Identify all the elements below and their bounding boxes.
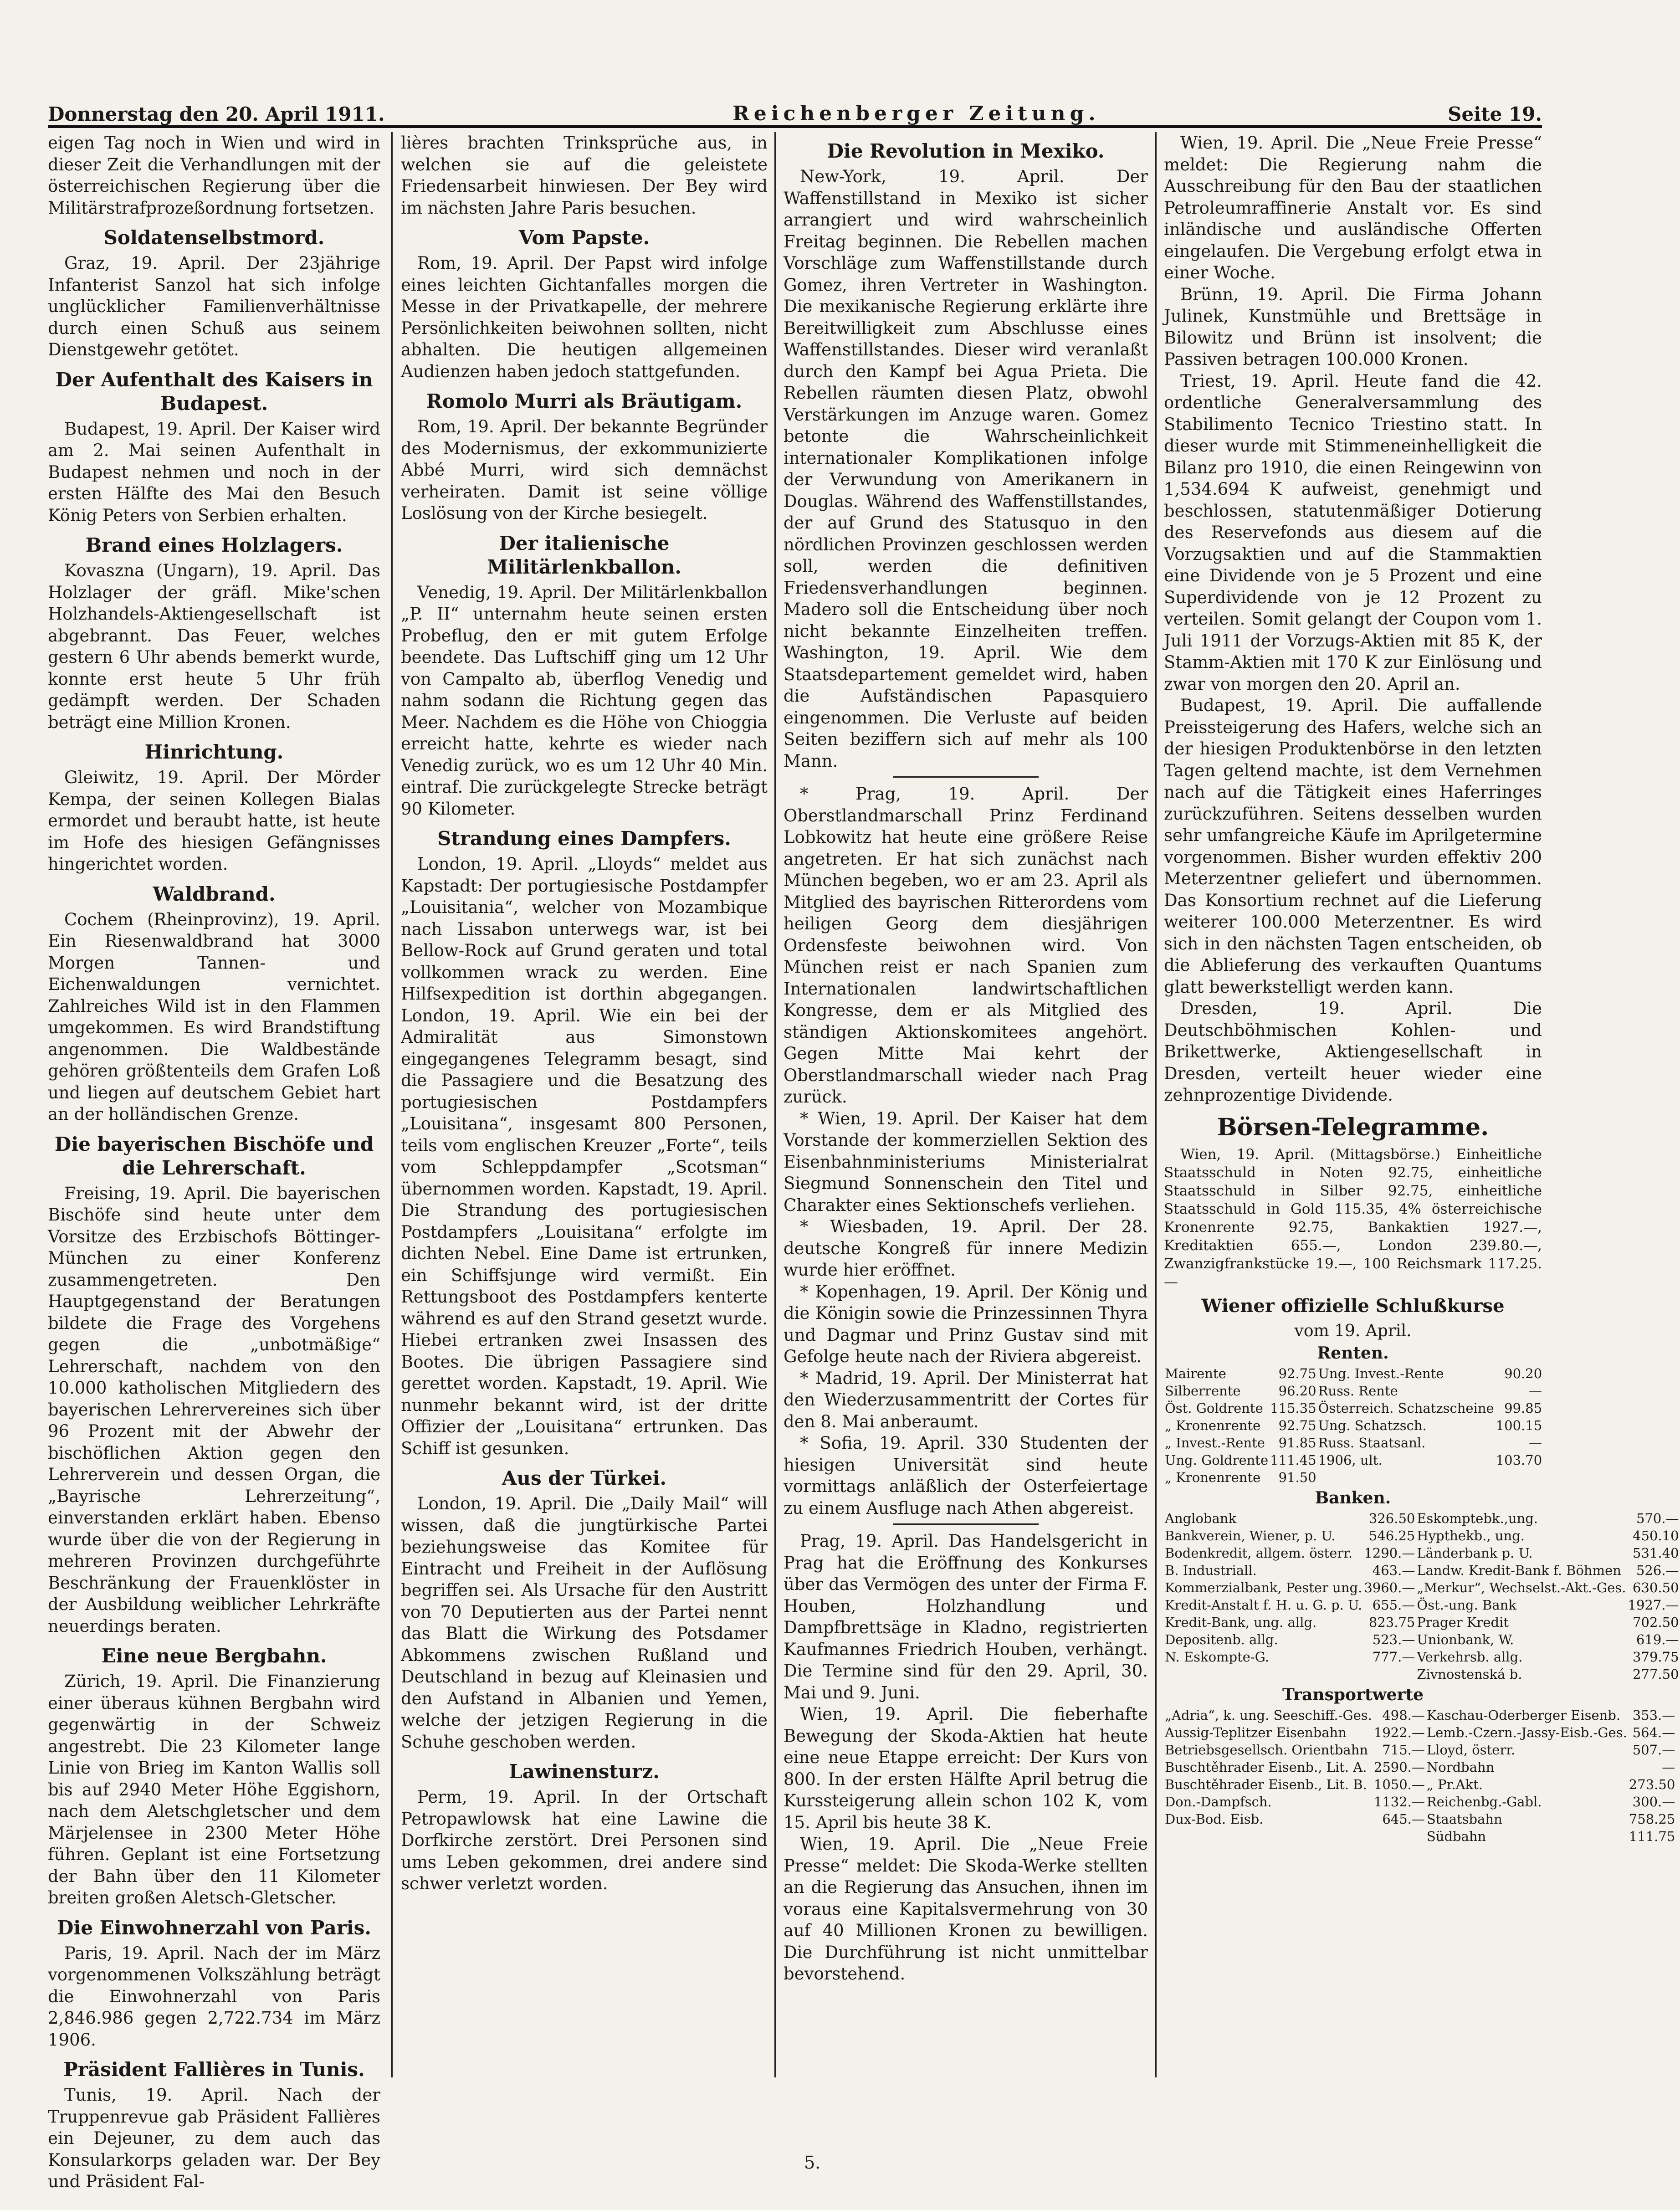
table-row [1164, 1400, 1543, 1417]
quote-value [1495, 1469, 1543, 1486]
article-body: Budapest, 19. April. Der Kaiser wird am 2. Mai seinen Aufenthalt in Budapest nehmen und noch in der ersten Hälfte des Mai den Besuch König Peters von Serbien erhalten. [48, 419, 380, 525]
table-row [1164, 1365, 1543, 1382]
telegram-item: * Madrid, 19. April. Der Ministerrat hat den Wiederzusammentritt der Cortes für den 8. Mai anberaumt. [784, 1368, 1148, 1431]
article [48, 1133, 380, 1637]
quote-name: Prager Kredit [1417, 1614, 1509, 1630]
quote-value: — [1662, 1759, 1675, 1775]
quote-name: Hypthekb., ung. [1417, 1528, 1525, 1543]
quote-value: 758.25 [1629, 1811, 1675, 1827]
quote-name: Russ. Staatsanl. [1318, 1435, 1426, 1451]
table-row [1164, 1417, 1543, 1434]
quote-value: 702.50 [1633, 1614, 1679, 1630]
quote-value: 100.15 [1496, 1417, 1542, 1433]
table-row [1164, 1759, 1676, 1776]
column-2 [401, 132, 768, 2077]
quote-value: 823.75 [1368, 1614, 1415, 1630]
quote-value: 115.35 [1270, 1400, 1316, 1416]
column-divider [774, 132, 776, 2077]
banken-title: Banken. [1315, 1488, 1391, 1508]
quote-name: „Merkur“, Wechselst.-Akt.-Ges. [1417, 1579, 1626, 1595]
article-title: Romolo Murri als Bräutigam. [426, 390, 743, 412]
quote-value: 379.75 [1633, 1649, 1679, 1665]
table-row [1164, 1614, 1680, 1631]
quote-value: 531.40 [1633, 1545, 1679, 1561]
quote-name: Kommerzialbank, Pester ung. [1165, 1579, 1362, 1595]
article [48, 226, 380, 361]
quote-name: Österreich. Schatzscheine [1318, 1400, 1494, 1416]
article [48, 740, 380, 875]
table-row [1164, 1666, 1680, 1683]
quote-value: — [1529, 1435, 1542, 1451]
business-item: Wien, 19. April. Die „Neue Freie Presse“ meldet: Die Regierung nahm die Ausschreibung für den Bau der staatlichen Petroleumraffinerie Anstalt vor. Es sind inländische und ausländische Offerten eingelaufen. Die Vergebung erfolgt etwa in einer Woche. [1164, 133, 1542, 282]
article-title: Vom Papste. [518, 226, 650, 249]
quote-name: Südbahn [1426, 1828, 1486, 1844]
quote-value: 111.75 [1629, 1828, 1675, 1844]
quote-value: 92.75 [1278, 1365, 1316, 1381]
article [48, 2058, 380, 2193]
article-body: Graz, 19. April. Der 23jährige Infanterist Sanzol hat sich infolge unglücklicher Familienverhältnisse durch einen Schuß aus seinem Dienstgewehr getötet. [48, 253, 380, 359]
quote-name: „ Pr.Akt. [1426, 1776, 1483, 1792]
quote-value: 91.50 [1278, 1469, 1316, 1485]
quote-name: Don.-Dampfsch. [1165, 1794, 1272, 1810]
quote-value: 498.— [1382, 1707, 1425, 1723]
quote-name: Kredit-Bank, ung. allg. [1165, 1614, 1317, 1630]
table-row [1164, 1828, 1676, 1845]
quote-name: Kredit-Anstalt f. H. u. G. p. U. [1165, 1597, 1362, 1613]
quote-name: Bankverein, Wiener, p. U. [1165, 1528, 1336, 1543]
quote-name: N. Eskompte-G. [1165, 1649, 1270, 1665]
quote-name: Zivnostenská b. [1417, 1666, 1522, 1682]
quote-name: Verkehrsb. allg. [1417, 1649, 1523, 1665]
article-title: Die Einwohnerzahl von Paris. [56, 1916, 372, 1939]
telegram-item: * Prag, 19. April. Der Oberstlandmarschall Prinz Ferdinand Lobkowitz hat heute eine größere Reise angetreten. Er hat sich zunächst nach München begeben, wo er am 23. April als Mitglied des bayrischen Ritterordens vom heiligen Georg dem diesjährigen Ordensfeste beiwohnen wird. Von München reist er nach Spanien zum Internationalen landwirtschaftlichen Kongresse, dem er als Mitglied des ständigen Aktionskomitees angehört. Gegen Mitte Mai kehrt der Oberstlandmarschall wieder nach Prag zurück. [784, 784, 1148, 1107]
business-item: Dresden, 19. April. Die Deutschböhmischen Kohlen- und Brikettwerke, Aktiengesellschaft in Dresden, verteilt heuer wieder eine zehnprozentige Dividende. [1164, 999, 1542, 1105]
article-title: Eine neue Bergbahn. [101, 1645, 327, 1667]
renten-title: Renten. [1317, 1343, 1389, 1363]
quote-value: 326.50 [1368, 1510, 1415, 1526]
quote-value: 564.— [1632, 1724, 1675, 1740]
intro-text: lières brachten Trinksprüche aus, in welchen sie auf die geleistete Friedensarbeit hinwiesen. Der Bey wird im nächsten Jahre Paris besuchen. [401, 133, 768, 218]
quote-name: Anglobank [1165, 1510, 1237, 1526]
article-body: Tunis, 19. April. Nach der Truppenrevue gab Präsident Fallières ein Dejeuner, zu dem auch das Konsularkorps geladen war. Der Bey und Präsident Fal- [48, 2085, 380, 2191]
table-row [1164, 1527, 1680, 1544]
article-title: Der italienische Militärlenkballon. [487, 532, 682, 578]
quote-value: 2590.— [1373, 1759, 1425, 1775]
quote-name: Buschtěhrader Eisenb., Lit. A. [1165, 1759, 1367, 1775]
table-row [1164, 1434, 1543, 1451]
article [401, 827, 768, 1459]
schluss-title: Wiener offizielle Schlußkurse [1201, 1295, 1505, 1317]
quote-name: Öst. Goldrente [1165, 1400, 1263, 1416]
column-4 [1164, 132, 1679, 2077]
article [401, 1760, 768, 1895]
business-item: Budapest, 19. April. Die auffallende Preissteigerung des Hafers, welche sich an der hiesigen Produktenbörse in den letzten Tagen geltend machte, ist dem Vernehmen nach auf die Tätigkeit eines Haferringes zurückzuführen. Seitens desselben wurden sehr umfangreiche Käufe im Aprilgetermine vorgenommen. Bisher wurden effektiv 200 Meterzentner geliefert und übernommen. Das Konsortium rechnet auf die Lieferung weiterer 100.000 Meterzentner. Es wird sich in den nächsten Tagen entscheiden, ob die Ablieferung des verkauften Quantums glatt bewerkstelligt werden kann. [1164, 696, 1542, 997]
article-body: Perm, 19. April. In der Ortschaft Petropawlowsk hat eine Lawine die Dorfkirche zerstört. Drei Personen sind ums Leben gekommen, drei andere sind schwer verletzt worden. [401, 1787, 768, 1893]
quote-value: 1290.— [1364, 1545, 1415, 1561]
business-item: Prag, 19. April. Das Handelsgericht in Prag hat die Eröffnung des Konkurses über das Vermögen des unter der Firma F. Houben, Holzhandlung und Dampfbrettsäge in Kladno, registrierten Kaufmannes Friedrich Houben, verhängt. Die Termine sind für den 29. April, 30. Mai und 9. Juni. [784, 1531, 1148, 1702]
quote-name: Unionbank, W. [1417, 1631, 1514, 1647]
table-row [1164, 1596, 1680, 1614]
table-row [1164, 1451, 1543, 1469]
quote-name: 1906, ult. [1318, 1452, 1383, 1468]
quote-value: 353.— [1632, 1707, 1675, 1723]
header-paper-title: Reichenberger Zeitung. [732, 102, 1100, 125]
quote-value: 526.— [1636, 1562, 1679, 1578]
quote-name: Ung. Schatzsch. [1318, 1417, 1427, 1433]
quote-value: 655.— [1372, 1597, 1415, 1613]
article-title: Die Revolution in Mexiko. [827, 140, 1105, 162]
quote-value: 777.— [1372, 1649, 1415, 1665]
quote-name: Lloyd, österr. [1426, 1742, 1516, 1758]
telegram-item: * Wien, 19. April. Der Kaiser hat dem Vorstande der kommerziellen Sektion des Eisenbahnministeriums Ministerialrat Siegmund Sonnenschein den Titel und Charakter eines Sektionschefs verliehen. [784, 1108, 1148, 1215]
quote-value: 90.20 [1504, 1365, 1542, 1381]
quote-value: 277.50 [1633, 1666, 1679, 1682]
quote-value: 715.— [1382, 1742, 1425, 1758]
quote-name: Nordbahn [1426, 1759, 1495, 1775]
table-row [1164, 1382, 1543, 1400]
quote-name: Öst.-ung. Bank [1417, 1597, 1516, 1613]
quote-value: 630.50 [1633, 1579, 1679, 1595]
column-1 [48, 132, 380, 2191]
article [48, 368, 380, 527]
quote-name: Lemb.-Czern.-Jassy-Eisb.-Ges. [1426, 1724, 1627, 1740]
quote-name: „ Kronenrente [1165, 1417, 1261, 1433]
section-rule [893, 776, 1039, 778]
article-body: Freising, 19. April. Die bayerischen Bischöfe sind heute unter dem Vorsitze des Erzbischofs Böttinger-München zu einer Konferenz zusammengetreten. Den Hauptgegenstand der Beratungen bildete die Frage des Vorgehens gegen die „unbotmäßige“ Lehrerschaft, nachdem von den 10.000 katholischen Mitgliedern des bayerischen Lehrervereines sich über 96 Prozent mit der Abwehr der bischöflichen Aktion gegen den Lehrerverein und dessen Organ, die „Bayrische Lehrerzeitung“, einverstanden erklärt haben. Ebenso wurde über die von der Regierung in mehreren Provinzen durchgeführte Beschränkung der Frauenklöster in der Ausbildung weiblicher Lehrkräfte neuerdings beraten. [48, 1183, 380, 1636]
quote-name: Silberrente [1165, 1383, 1241, 1399]
boerse-title: Börsen-Telegramme. [1217, 1113, 1489, 1141]
table-row [1164, 1724, 1676, 1741]
article [401, 226, 768, 382]
table-row [1164, 1776, 1676, 1793]
article [48, 1644, 380, 1909]
quote-value: 103.70 [1496, 1452, 1542, 1468]
quote-value: 91.85 [1278, 1435, 1316, 1451]
table-row [1164, 1469, 1543, 1486]
quote-value: 99.85 [1504, 1400, 1542, 1416]
article [784, 139, 1148, 772]
quote-value: 96.20 [1278, 1383, 1316, 1399]
quote-name [1317, 1469, 1495, 1486]
quote-value: 1927.— [1628, 1597, 1679, 1613]
quote-name: Reichenbg.-Gabl. [1426, 1794, 1542, 1810]
page-header [48, 93, 1542, 128]
quote-name: Buschtěhrader Eisenb., Lit. B. [1165, 1776, 1367, 1792]
quote-name: Ung. Goldrente [1165, 1452, 1269, 1468]
article-title: Aus der Türkei. [502, 1467, 667, 1489]
article-body: Rom, 19. April. Der Papst wird infolge eines leichten Gichtanfalles morgen die Messe in der Privatkapelle, der mehrere Persönlichkeiten beiwohnen sollten, nicht abhalten. Die heutigen allgemeinen Audienzen haben jedoch stattgefunden. [401, 253, 768, 381]
quote-name [1164, 1666, 1363, 1683]
table-row [1164, 1810, 1676, 1828]
header-page-number: Seite 19. [1448, 103, 1542, 125]
quote-value: 273.50 [1629, 1776, 1675, 1792]
quote-name: Staatsbahn [1426, 1811, 1502, 1827]
renten-table [1164, 1365, 1543, 1486]
table-row [1164, 1648, 1680, 1666]
quote-value [1363, 1666, 1416, 1683]
article-body: London, 19. April. Die „Daily Mail“ will wissen, daß die jungtürkische Partei beziehungsweise das Komitee für Eintracht und Freiheit in der Auflösung begriffen sei. Als Ursache für den Austritt von 70 Deputierten aus der Partei nennt das Blatt die Wirkung des Potsdamer Abkommens zwischen Rußland und Deutschland in bezug auf Kleinasien und den Aufstand in Albanien und Yemen, welche der jetzigen Regierung in die Schuhe geschoben werden. [401, 1494, 768, 1752]
table-row [1164, 1510, 1680, 1527]
quote-value: 619.— [1636, 1631, 1679, 1647]
intro-text: eigen Tag noch in Wien und wird in dieser Zeit die Verhandlungen mit der österreichischen Regierung über die Militärstrafprozeßordnung fortsetzen. [48, 133, 380, 218]
table-row [1164, 1562, 1680, 1579]
quote-value: 1922.— [1373, 1724, 1425, 1740]
article-title: Strandung eines Dampfers. [437, 827, 731, 850]
business-item: Wien, 19. April. Die fieberhafte Bewegung der Skoda-Aktien hat heute eine neue Etappe erreicht: Der Kurs von 800. In der ersten Hälfte April betrug die Kurssteigerung allein schon 102 K, vom 15. April bis heute 38 K. [784, 1704, 1148, 1832]
article-title: Präsident Fallières in Tunis. [63, 2058, 365, 2081]
article [401, 532, 768, 820]
quote-name: Betriebsgesellsch. Orientbahn [1165, 1742, 1368, 1758]
quote-value: 1050.— [1373, 1776, 1425, 1792]
schluss-date: vom 19. April. [1294, 1321, 1412, 1340]
business-item: Brünn, 19. April. Die Firma Johann Julinek, Kunstmühle und Brettsäge in Bilowitz und Brünn ist insolvent; die Passiven betragen 100.000 Kronen. [1164, 284, 1542, 369]
article [48, 882, 380, 1125]
quote-name: Aussig-Teplitzer Eisenbahn [1165, 1724, 1347, 1740]
article-title: Die bayerischen Bischöfe und die Lehrerschaft. [54, 1133, 374, 1179]
quote-name: Mairente [1165, 1365, 1226, 1381]
article [48, 1916, 380, 2051]
quote-name: Russ. Rente [1318, 1383, 1398, 1399]
article [48, 533, 380, 733]
quote-value [1373, 1828, 1426, 1845]
quote-value: 111.45 [1270, 1452, 1316, 1468]
article-body: Kovaszna (Ungarn), 19. April. Das Holzlager der gräfl. Mike'schen Holzhandels-Aktiengesellschaft ist abgebrannt. Das Feuer, welches gestern 6 Uhr abends bemerkt wurde, konnte erst heute 5 Uhr früh gedämpft werden. Der Schaden beträgt eine Million Kronen. [48, 561, 380, 732]
article-title: Brand eines Holzlagers. [85, 534, 343, 556]
quote-name: B. Industriall. [1165, 1562, 1257, 1578]
quote-value: 645.— [1382, 1811, 1425, 1827]
article-body: Venedig, 19. April. Der Militärlenkballon „P. II“ unternahm heute seinen ersten Probeflug, den er mit gutem Erfolge beendete. Das Luftschiff ging um 12 Uhr von Campalto ab, überflog Venedig und nahm sodann die Richtung gegen das Meer. Nachdem es die Höhe von Chioggia erreicht hatte, kehrte es wieder nach Venedig zurück, wo es um 12 Uhr 40 Min. eintraf. Die zurückgelegte Strecke beträgt 90 Kilometer. [401, 582, 768, 819]
article-title: Der Aufenthalt des Kaisers in Budapest. [55, 368, 373, 415]
quote-value: 450.10 [1633, 1528, 1679, 1543]
quote-value: 463.— [1372, 1562, 1415, 1578]
quote-value: 92.75 [1278, 1417, 1316, 1433]
article-body: New-York, 19. April. Der Waffenstillstand in Mexiko ist sicher arrangiert und wird wahrscheinlich Freitag beginnen. Die Rebellen machen Vorschläge zum Waffenstillstande durch Gomez, ihren Vertreter in Washington. Die mexikanische Regierung erklärte ihre Bereitwilligkeit zum Abschlusse eines Waffenstillstandes. Dieser wird veranlaßt durch den Kampf bei Agua Prieta. Die Rebellen räumten diesen Platz, obwohl Verstärkungen im Anzuge waren. Gomez betonte die Wahrscheinlichkeit internationaler Komplikationen infolge der Verwundung von Amerikanern in Douglas. Während des Waffenstillstandes, der auf Grund des Statusquo in den nördlichen Provinzen geschlossen werden soll, werden die definitiven Friedensverhandlungen beginnen. Madero soll die Entscheidung über noch nicht bekannte Einzelheiten treffen. Washington, 19. April. Wie dem Staatsdepartement gemeldet wird, haben die Aufständischen Papasquiero eingenommen. Die Verluste auf beiden Seiten beziffern sich auf mehr als 100 Mann. [784, 167, 1148, 771]
quote-value: 1132.— [1373, 1794, 1425, 1810]
section-rule [893, 1523, 1039, 1525]
column-divider [391, 132, 393, 2077]
article-title: Soldatenselbstmord. [103, 226, 325, 249]
article-body: Rom, 19. April. Der bekannte Begründer des Modernismus, der exkommunizierte Abbé Murri, wird sich demnächst verheiraten. Damit ist seine völlige Loslösung von der Kirche besiegelt. [401, 417, 768, 523]
business-item: Triest, 19. April. Heute fand die 42. ordentliche Generalversammlung des Stabilimento Tecnico Triestino statt. In dieser wurde mit Stimmeneinhelligkeit die Bilanz pro 1910, die einen Reingewinn von 1,534.694 K aufweist, genehmigt und beschlossen, statutenmäßiger Dotierung des Reservefonds aus diesem auf die Vorzugsaktien und auf die Stammaktien eine Dividende von je 5 Prozent und eine Superdividende von je 12 Prozent zu verteilen. Somit gelangt der Coupon vom 1. Juli 1911 der Vorzugs-Aktien mit 85 K, der Stamm-Aktien mit 170 K zur Einlösung und zwar von morgen den 20. April an. [1164, 371, 1542, 694]
table-row [1164, 1544, 1680, 1562]
telegram-item: * Kopenhagen, 19. April. Der König und die Königin sowie die Prinzessinnen Thyra und Dagmar und Prinz Gustav sind mit Gefolge heute nach der Riviera abgereist. [784, 1282, 1148, 1366]
column-3 [784, 132, 1148, 2077]
quote-name: Dux-Bod. Eisb. [1165, 1811, 1264, 1827]
quote-value: 507.— [1632, 1742, 1675, 1758]
header-date: Donnerstag den 20. April 1911. [48, 103, 385, 125]
quote-value: 523.— [1372, 1631, 1415, 1647]
column-divider [1155, 132, 1157, 2077]
quote-name: Bodenkredit, allgem. österr. [1165, 1545, 1353, 1561]
business-item: Wien, 19. April. Die „Neue Freie Presse“ meldet: Die Skoda-Werke stellten an die Regierung das Ansuchen, ihnen im voraus eine Kapitalsvermehrung von 30 auf 40 Millionen Kronen zu bewilligen. Die Durchführung ist nicht unmittelbar bevorstehend. [784, 1834, 1148, 1984]
table-row [1164, 1741, 1676, 1759]
quote-value: 546.25 [1368, 1528, 1415, 1543]
table-row [1164, 1793, 1676, 1810]
banken-table [1164, 1510, 1680, 1683]
table-row [1164, 1631, 1680, 1648]
table-row [1164, 1707, 1676, 1724]
telegram-item: * Wiesbaden, 19. April. Der 28. deutsche Kongreß für innere Medizin wurde hier eröffnet. [784, 1217, 1148, 1280]
quote-name: Eskomptebk.,ung. [1417, 1510, 1538, 1526]
quote-name: Kaschau-Oderberger Eisenb. [1426, 1707, 1621, 1723]
quote-name: „ Kronenrente [1165, 1469, 1261, 1485]
quote-value: — [1529, 1383, 1542, 1399]
quote-name: Depositenb. allg. [1165, 1631, 1278, 1647]
article-title: Waldbrand. [153, 882, 276, 905]
quote-value: 300.— [1632, 1794, 1675, 1810]
quote-name: Landw. Kredit-Bank f. Böhmen [1417, 1562, 1621, 1578]
footer-mark: 5. [804, 2153, 821, 2173]
article [401, 1466, 768, 1753]
transport-title: Transportwerte [1282, 1685, 1424, 1704]
quote-name [1164, 1828, 1373, 1845]
article-body: Gleiwitz, 19. April. Der Mörder Kempa, der seinen Kollegen Bialas ermordet und beraubt hatte, ist heute im Hofe des hiesigen Gefängnisses hingerichtet worden. [48, 768, 380, 874]
quote-name: Länderbank p. U. [1417, 1545, 1533, 1561]
quote-value: 570.— [1636, 1510, 1679, 1526]
table-row [1164, 1579, 1680, 1596]
transport-table [1164, 1707, 1676, 1845]
telegram-item: * Sofia, 19. April. 330 Studenten der hiesigen Universität sind heute vormittags anläßlich der Osterfeiertage zu einem Ausfluge nach Athen abgereist. [784, 1433, 1148, 1518]
boerse-text: Wien, 19. April. (Mittagsbörse.) Einheitliche Staatsschuld in Noten 92.75, einheitliche Staatsschuld in Silber 92.75, einheitliche Staatsschuld in Gold 115.35, 4% österreichische Kronenrente 92.75, Bankaktien 1927.—, Kreditaktien 655.—, London 239.80.—, Zwanzigfrankstücke 19.—, 100 Reichsmark 117.25.— [1164, 1146, 1542, 1290]
article-title: Hinrichtung. [144, 741, 284, 763]
article-body: Zürich, 19. April. Die Finanzierung einer überaus kühnen Bergbahn wird gegenwärtig in der Schweiz angestrebt. Die 23 Kilometer lange Linie von Brieg im Kanton Wallis soll bis auf 2940 Meter Höhe Eggishorn, nach dem Aletschgletscher und dem Märjelensee in 2300 Meter Höhe führen. Geplant ist eine Fortsetzung der Bahn über den 11 Kilometer breiten großen Aletsch-Gletscher. [48, 1672, 380, 1907]
quote-name: Ung. Invest.-Rente [1318, 1365, 1444, 1381]
quote-name: „Adria“, k. ung. Seeschiff.-Ges. [1165, 1707, 1372, 1723]
article-title: Lawinensturz. [509, 1760, 660, 1783]
article-body: Paris, 19. April. Nach der im März vorgenommenen Volkszählung beträgt die Einwohnerzahl von Paris 2,846.986 gegen 2,722.734 im März 1906. [48, 1943, 380, 2050]
quote-value: 3960.— [1364, 1579, 1415, 1595]
article-body: London, 19. April. „Lloyds“ meldet aus Kapstadt: Der portugiesische Postdampfer „Louisitania“, welcher von Mozambique nach Lissabon unterwegs war, ist bei Bellow-Rock auf Grund geraten und total vollkommen wrack zu werden. Eine Hilfsexpedition ist dorthin abgegangen. London, 19. April. Wie ein bei der Admiralität aus Simonstown eingegangenes Telegramm besagt, sind die Passagiere und die Besatzung des portugiesischen Postdampfers „Louisitana“, insgesamt 800 Personen, teils vom englischen Kreuzer „Forte“, teils vom Schleppdampfer „Scotsman“ übernommen worden. Kapstadt, 19. April. Die Strandung des portugiesischen Postdampfers „Louisitana“ erfolgte im dichten Nebel. Eine Dame ist ertrunken, ein Schiffsjunge wird vermißt. Ein Rettungsboot des Postdampfers kenterte während es auf den Strand gesetzt wurde. Hiebei ertranken zwei Insassen des Bootes. Die übrigen Passagiere sind gerettet worden. Kapstadt, 19. April. Wie nunmehr bekannt wird, ist der dritte Offizier der „Louisitana“ ertrunken. Das Schiff ist gesunken. [401, 854, 768, 1458]
article [401, 390, 768, 524]
article-body: Cochem (Rheinprovinz), 19. April. Ein Riesenwaldbrand hat 3000 Morgen Tannen- und Eichenwaldungen vernichtet. Zahlreiches Wild ist in den Flammen umgekommen. Es wird Brandstiftung angenommen. Die Waldbestände gehören größtenteils dem Grafen Loß und liegen auf deutschem Gebiet hart an der holländischen Grenze. [48, 909, 380, 1124]
quote-name: „ Invest.-Rente [1165, 1435, 1265, 1451]
